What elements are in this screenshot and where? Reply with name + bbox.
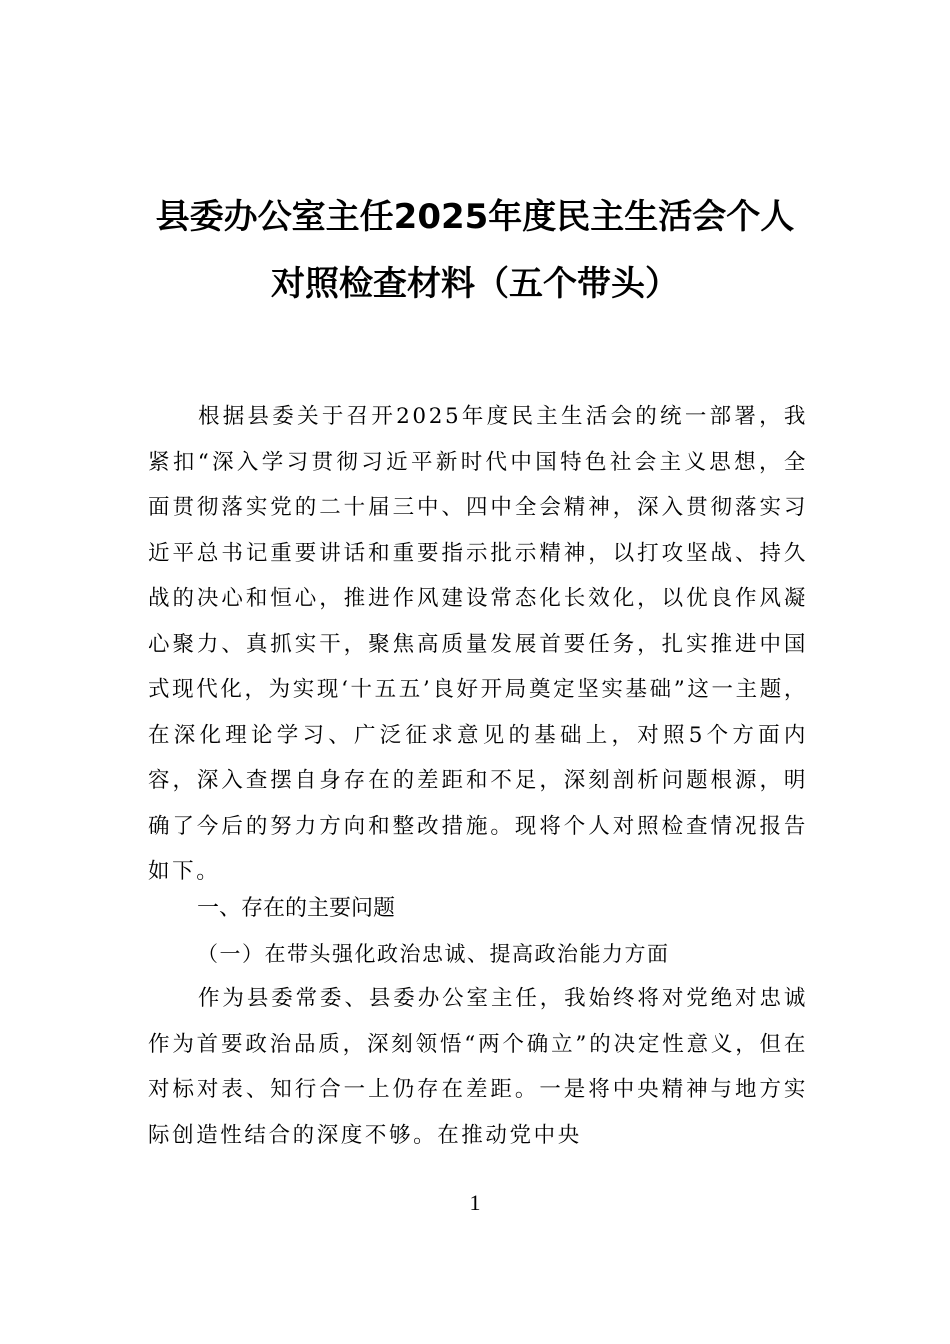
document-title-line-1: 县委办公室主任2025年度民主生活会个人	[155, 197, 795, 237]
page-number: 1	[469, 1190, 481, 1215]
body-paragraph: 作为县委常委、县委办公室主任，我始终将对党绝对忠诚作为首要政治品质，深刻领悟“两个确立”的决定性意义，但在对标对表、知行合一上仍存在差距。一是将中央精神与地方实际创造性结合的深度不够。在推动党中央	[148, 986, 808, 1148]
section-heading: 一、存在的主要问题	[197, 896, 396, 921]
subsection-heading: （一）在带头强化政治忠诚、提高政治能力方面	[197, 942, 670, 966]
intro-paragraph: 根据县委关于召开2025年度民主生活会的统一部署，我紧扣“深入学习贯彻习近平新时代中国特色社会主义思想，全面贯彻落实党的二十届三中、四中全会精神，深入贯彻落实习近平总书记重要讲话和重要指示批示精神，以打攻坚战、持久战的决心和恒心，推进作风建设常态化长效化，以优良作风凝心聚力、真抓实干，聚焦高质量发展首要任务，扎实推进中国式现代化，为实现‘十五五’良好开局奠定坚实基础”这一主题，在深化理论学习、广泛征求意见的基础上，对照5个方面内容，深入查摆自身存在的差距和不足，深刻剖析问题根源，明确了今后的努力方向和整改措施。现将个人对照检查情况报告如下。	[148, 404, 808, 884]
document-title-line-2: 对照检查材料（五个带头）	[271, 264, 679, 304]
